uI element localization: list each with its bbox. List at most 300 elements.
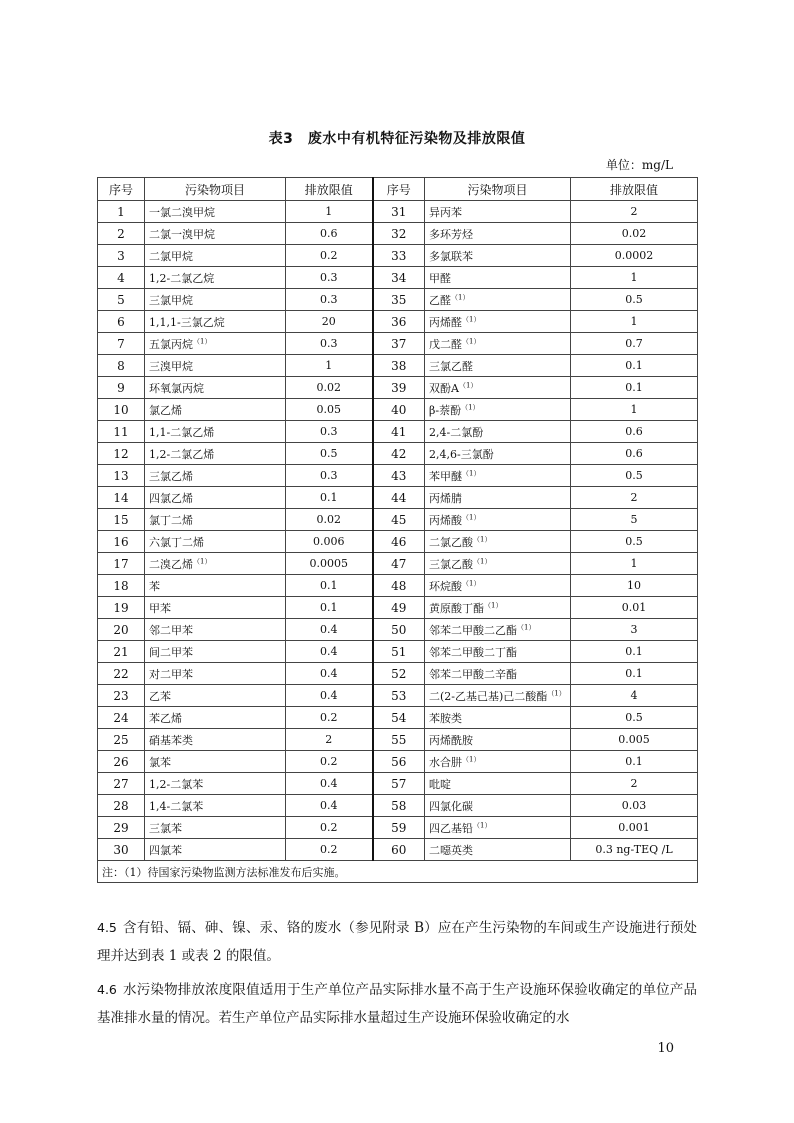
limit-value: [571, 751, 698, 773]
row-number: [98, 795, 145, 817]
pollutant-name-text: 三氯苯: [149, 821, 182, 835]
row-number-text: 13: [113, 468, 129, 483]
limit-value-text: 0.1: [625, 645, 643, 658]
row-number-text: 44: [391, 490, 407, 505]
paragraph-4-5: [97, 914, 697, 970]
row-number-text: 51: [391, 644, 407, 659]
row-number: [373, 311, 425, 333]
limit-value-text: 2: [325, 733, 333, 746]
pollutant-name-text: 氯乙烯: [149, 403, 182, 417]
limit-value: [286, 443, 373, 465]
table-row: [98, 487, 698, 509]
row-number: [98, 531, 145, 553]
limit-value-text: 0.4: [320, 645, 338, 658]
row-number-text: 5: [117, 292, 125, 307]
table-row: [98, 773, 698, 795]
row-number-text: 21: [113, 644, 129, 659]
pollutant-name-text: 邻二甲苯: [149, 623, 193, 637]
row-number: [373, 597, 425, 619]
row-number: [373, 553, 425, 575]
pollutant-name: [425, 817, 571, 839]
table-note: 注：（1）待国家污染物监测方法标准发布后实施。: [98, 861, 698, 883]
row-number: [373, 729, 425, 751]
pollutant-name-text: 环烷酸: [429, 579, 462, 593]
row-number-text: 34: [391, 270, 407, 285]
limit-value-text: 1: [325, 359, 333, 372]
row-number-text: 3: [117, 248, 125, 263]
table-row: [98, 311, 698, 333]
pollutant-name-text: 四乙基铅: [429, 821, 473, 835]
limit-value-text: 0.2: [320, 711, 338, 724]
row-number-text: 9: [117, 380, 125, 395]
limit-value-text: 0.4: [320, 799, 338, 812]
limit-value: [571, 465, 698, 487]
limit-value-text: 0.05: [316, 403, 341, 416]
footnote-marker: （1）: [473, 820, 492, 829]
header-no: 序号: [373, 178, 425, 201]
row-number: [98, 223, 145, 245]
limit-value: [571, 707, 698, 729]
row-number-text: 6: [117, 314, 125, 329]
table-row: [98, 267, 698, 289]
row-number-text: 15: [113, 512, 129, 527]
pollutant-name: [425, 355, 571, 377]
pollutant-name-text: 水合肼: [429, 755, 462, 769]
table-row: [98, 465, 698, 487]
row-number-text: 11: [113, 424, 129, 439]
pollutant-name: [425, 773, 571, 795]
row-number: [373, 443, 425, 465]
row-number-text: 35: [391, 292, 407, 307]
pollutant-name: [425, 311, 571, 333]
pollutant-name: [145, 553, 286, 575]
pollutant-name-text: 戊二醛: [429, 337, 462, 351]
pollutant-name-text: 硝基苯类: [149, 733, 193, 747]
pollutant-name-text: 2,4,6-三氯酚: [429, 447, 494, 461]
table-row: [98, 509, 698, 531]
limit-value: [571, 509, 698, 531]
limit-value-text: 0.2: [320, 249, 338, 262]
row-number: [98, 685, 145, 707]
pollutant-name-text: 三氯乙酸: [429, 557, 473, 571]
limit-value: [286, 597, 373, 619]
limit-value-text: 3: [630, 623, 638, 636]
limit-value: [286, 399, 373, 421]
row-number: [98, 201, 145, 223]
row-number-text: 52: [391, 666, 407, 681]
row-number-text: 42: [391, 446, 407, 461]
row-number-text: 30: [113, 842, 129, 857]
row-number: [373, 509, 425, 531]
pollutant-name: [145, 729, 286, 751]
limit-value-text: 0.1: [625, 381, 643, 394]
row-number: [373, 465, 425, 487]
pollutant-name: [425, 729, 571, 751]
limit-value-text: 0.5: [625, 293, 643, 306]
row-number-text: 37: [391, 336, 407, 351]
pollutant-name-text: 一氯二溴甲烷: [149, 205, 215, 219]
limit-value: [571, 531, 698, 553]
row-number-text: 38: [391, 358, 407, 373]
pollutant-name-text: 吡啶: [429, 777, 451, 791]
limit-value: [571, 267, 698, 289]
pollutant-name-text: 三氯甲烷: [149, 293, 193, 307]
limit-value-text: 1: [630, 271, 638, 284]
pollutant-name-text: 氯丁二烯: [149, 513, 193, 527]
table-row: [98, 619, 698, 641]
paragraph-text: 水污染物排放浓度限值适用于生产单位产品实际排水量不高于生产设施环保验收确定的单位产品基准排水量的情况。若生产单位产品实际排水量超过生产设施环保验收确定的水: [97, 982, 697, 1026]
row-number: [98, 817, 145, 839]
row-number: [98, 333, 145, 355]
limit-value: [571, 641, 698, 663]
row-number: [373, 839, 425, 861]
limit-value-text: 0.1: [625, 667, 643, 680]
pollutant-name: [145, 817, 286, 839]
row-number-text: 22: [113, 666, 129, 681]
limit-value: [571, 333, 698, 355]
row-number-text: 20: [113, 622, 129, 637]
row-number: [373, 751, 425, 773]
limit-value: [286, 465, 373, 487]
pollutant-name: [145, 267, 286, 289]
row-number-text: 39: [391, 380, 407, 395]
header-limit: 排放限值: [286, 178, 373, 201]
pollutant-name: [145, 531, 286, 553]
limit-value: [571, 245, 698, 267]
pollutant-name: [145, 663, 286, 685]
pollutant-name-text: 对二甲苯: [149, 667, 193, 681]
limit-value-text: 0.1: [320, 579, 338, 592]
pollutant-name: [425, 619, 571, 641]
pollutant-name: [425, 685, 571, 707]
row-number-text: 16: [113, 534, 129, 549]
table-row: [98, 817, 698, 839]
row-number: [98, 465, 145, 487]
limit-value: [571, 773, 698, 795]
pollutant-name: [425, 795, 571, 817]
footnote-marker: （1）: [462, 336, 481, 345]
row-number: [373, 773, 425, 795]
row-number: [98, 421, 145, 443]
row-number-text: 40: [391, 402, 407, 417]
table-row: [98, 575, 698, 597]
row-number-text: 47: [391, 556, 407, 571]
row-number-text: 41: [391, 424, 407, 439]
limit-value: [286, 751, 373, 773]
pollutant-name: [145, 443, 286, 465]
limit-value-text: 0.4: [320, 777, 338, 790]
pollutant-name: [425, 201, 571, 223]
pollutant-name-text: 间二甲苯: [149, 645, 193, 659]
limit-value-text: 0.3: [320, 425, 338, 438]
row-number: [98, 399, 145, 421]
row-number: [373, 685, 425, 707]
row-number: [98, 267, 145, 289]
limit-value: [571, 355, 698, 377]
pollutant-name-text: 六氯丁二烯: [149, 535, 204, 549]
pollutant-name-text: 丙烯醛: [429, 315, 462, 329]
footnote-marker: （1）: [517, 622, 536, 631]
pollutant-name-text: 乙苯: [149, 689, 171, 703]
limit-value: [286, 289, 373, 311]
row-number: [98, 839, 145, 861]
limit-value-text: 20: [321, 315, 336, 328]
limit-value-text: 0.2: [320, 755, 338, 768]
limit-value: [571, 663, 698, 685]
pollutant-name-text: 甲醛: [429, 271, 451, 285]
limit-value-text: 0.01: [621, 601, 647, 614]
row-number-text: 50: [391, 622, 407, 637]
row-number-text: 58: [391, 798, 407, 813]
row-number-text: 57: [391, 776, 407, 791]
row-number: [373, 707, 425, 729]
limit-value: [286, 333, 373, 355]
pollutant-name-text: 三溴甲烷: [149, 359, 193, 373]
table-row: [98, 839, 698, 861]
limit-value-text: 4: [630, 689, 638, 702]
limit-value: [286, 817, 373, 839]
row-number-text: 45: [391, 512, 407, 527]
limit-value: [286, 795, 373, 817]
footnote-marker: （1）: [484, 600, 503, 609]
row-number: [98, 487, 145, 509]
limit-value-text: 0.6: [625, 447, 643, 460]
limit-value-text: 0.02: [316, 381, 341, 394]
pollutant-name: [145, 751, 286, 773]
limit-value-text: 0.5: [320, 447, 338, 460]
pollutant-name: [425, 421, 571, 443]
limit-value: [571, 553, 698, 575]
row-number-text: 31: [391, 204, 407, 219]
row-number-text: 54: [391, 710, 407, 725]
limit-value: [286, 641, 373, 663]
limit-value-text: 0.2: [320, 843, 338, 856]
pollutant-name: [145, 245, 286, 267]
limit-value: [571, 619, 698, 641]
row-number-text: 12: [113, 446, 129, 461]
section-number: 4.5: [97, 920, 117, 935]
limit-value-text: 0.1: [625, 359, 643, 372]
row-number: [98, 509, 145, 531]
pollutant-name: [145, 377, 286, 399]
row-number-text: 8: [117, 358, 125, 373]
limit-value-text: 1: [630, 403, 638, 416]
pollutant-name-text: 四氯乙烯: [149, 491, 193, 505]
row-number: [373, 267, 425, 289]
row-number-text: 43: [391, 468, 407, 483]
limit-value: [286, 575, 373, 597]
limit-value: [571, 399, 698, 421]
footnote-marker: （1）: [473, 556, 492, 565]
limit-value-text: 0.1: [320, 601, 338, 614]
pollutant-name-text: 邻苯二甲酸二辛酯: [429, 667, 517, 681]
limit-value-text: 0.001: [618, 821, 650, 834]
pollutant-name: [425, 487, 571, 509]
limit-value: [286, 839, 373, 861]
limit-value: [571, 421, 698, 443]
pollutant-name-text: 五氯丙烷: [149, 337, 193, 351]
limit-value-text: 0.4: [320, 623, 338, 636]
row-number: [373, 641, 425, 663]
limit-value-text: 0.1: [625, 755, 643, 768]
limit-value: [286, 421, 373, 443]
limit-value-text: 0.3: [320, 271, 338, 284]
pollutant-name: [145, 509, 286, 531]
limit-value: [286, 729, 373, 751]
pollutant-name-text: 异丙苯: [429, 205, 462, 219]
row-number: [373, 245, 425, 267]
limit-value-text: 0.02: [316, 513, 341, 526]
header-item: 污染物项目: [425, 178, 571, 201]
table-row: [98, 223, 698, 245]
row-number: [98, 663, 145, 685]
limit-value-text: 0.3 ng-TEQ /L: [595, 843, 673, 856]
pollutant-name: [145, 289, 286, 311]
pollutant-name-text: 三氯乙烯: [149, 469, 193, 483]
pollutant-name-text: 1,4-二氯苯: [149, 799, 204, 813]
row-number: [98, 751, 145, 773]
limit-value-text: 0.6: [625, 425, 643, 438]
limit-value-text: 0.2: [320, 821, 338, 834]
pollutant-limits-table: [97, 177, 698, 883]
pollutant-name: [145, 223, 286, 245]
pollutant-name: [145, 839, 286, 861]
table-row: [98, 245, 698, 267]
footnote-marker: （1）: [461, 402, 480, 411]
row-number-text: 23: [113, 688, 129, 703]
row-number: [98, 641, 145, 663]
row-number-text: 26: [113, 754, 129, 769]
pollutant-name-text: 邻苯二甲酸二丁酯: [429, 645, 517, 659]
pollutant-name-text: 黄原酸丁酯: [429, 601, 484, 615]
limit-value: [286, 707, 373, 729]
paragraph-4-6: [97, 976, 697, 1032]
pollutant-name: [145, 333, 286, 355]
pollutant-name-text: 1,2-二氯乙烯: [149, 447, 215, 461]
limit-value: [571, 795, 698, 817]
pollutant-name: [425, 553, 571, 575]
pollutant-name-text: 多氯联苯: [429, 249, 473, 263]
pollutant-name: [425, 509, 571, 531]
pollutant-name-text: 乙醛: [429, 293, 451, 307]
pollutant-name-text: 丙烯酰胺: [429, 733, 473, 747]
table-row: [98, 707, 698, 729]
pollutant-name-text: 双酚A: [429, 381, 459, 395]
row-number-text: 29: [113, 820, 129, 835]
limit-value-text: 1: [630, 557, 638, 570]
row-number: [373, 421, 425, 443]
pollutant-name-text: 1,1,1-三氯乙烷: [149, 315, 225, 329]
table-row: [98, 421, 698, 443]
limit-value-text: 5: [630, 513, 638, 526]
table-note-row: [98, 861, 698, 883]
table-row: [98, 729, 698, 751]
limit-value: [571, 685, 698, 707]
limit-value: [286, 509, 373, 531]
pollutant-name-text: 丙烯酸: [429, 513, 462, 527]
row-number-text: 4: [117, 270, 125, 285]
table-row: [98, 399, 698, 421]
table-header-row: [98, 178, 698, 201]
table-row: [98, 355, 698, 377]
table-row: [98, 553, 698, 575]
limit-value-text: 0.6: [320, 227, 338, 240]
row-number-text: 33: [391, 248, 407, 263]
limit-value-text: 2: [630, 491, 638, 504]
page-number: 10: [657, 1041, 674, 1056]
row-number: [373, 223, 425, 245]
pollutant-name: [425, 575, 571, 597]
limit-value: [286, 267, 373, 289]
row-number-text: 27: [113, 776, 129, 791]
limit-value: [571, 817, 698, 839]
row-number: [373, 619, 425, 641]
footnote-marker: （1）: [462, 578, 481, 587]
table-row: [98, 751, 698, 773]
limit-value-text: 0.005: [618, 733, 650, 746]
pollutant-name: [145, 465, 286, 487]
row-number: [373, 399, 425, 421]
pollutant-name-text: 四氯苯: [149, 843, 182, 857]
row-number: [373, 289, 425, 311]
limit-value-text: 0.5: [625, 711, 643, 724]
row-number: [98, 289, 145, 311]
limit-value: [571, 377, 698, 399]
pollutant-name-text: 2,4-二氯酚: [429, 425, 484, 439]
pollutant-name: [425, 399, 571, 421]
row-number: [373, 355, 425, 377]
pollutant-name: [145, 311, 286, 333]
row-number-text: 36: [391, 314, 407, 329]
row-number: [373, 575, 425, 597]
limit-value: [286, 531, 373, 553]
row-number-text: 24: [113, 710, 129, 725]
limit-value-text: 0.7: [625, 337, 643, 350]
limit-value-text: 0.3: [320, 469, 338, 482]
row-number: [98, 377, 145, 399]
pollutant-name: [425, 663, 571, 685]
footnote-marker: （1）: [462, 468, 481, 477]
pollutant-name: [145, 707, 286, 729]
limit-value-text: 0.0002: [614, 249, 654, 262]
limit-value: [571, 201, 698, 223]
row-number: [373, 795, 425, 817]
pollutant-name-text: 甲苯: [149, 601, 171, 615]
row-number: [98, 773, 145, 795]
pollutant-name-text: 多环芳烃: [429, 227, 473, 241]
table-row: [98, 663, 698, 685]
pollutant-name: [145, 619, 286, 641]
row-number-text: 55: [391, 732, 407, 747]
footnote-marker: （1）: [462, 754, 481, 763]
pollutant-name-text: 二(2-乙基己基)己二酸酯: [429, 689, 548, 703]
limit-value-text: 2: [630, 777, 638, 790]
limit-value: [286, 223, 373, 245]
pollutant-name: [425, 443, 571, 465]
pollutant-name: [425, 597, 571, 619]
limit-value: [286, 245, 373, 267]
row-number-text: 32: [391, 226, 407, 241]
table-row: [98, 333, 698, 355]
limit-value-text: 0.1: [320, 491, 338, 504]
paragraph-text: 含有铅、镉、砷、镍、汞、铬的废水（参见附录 B）应在产生污染物的车间或生产设施进行预处理并达到表 1 或表 2 的限值。: [97, 920, 697, 964]
row-number-text: 1: [117, 204, 125, 219]
pollutant-name: [425, 641, 571, 663]
header-limit: 排放限值: [571, 178, 698, 201]
row-number: [98, 245, 145, 267]
row-number: [98, 575, 145, 597]
row-number: [373, 817, 425, 839]
